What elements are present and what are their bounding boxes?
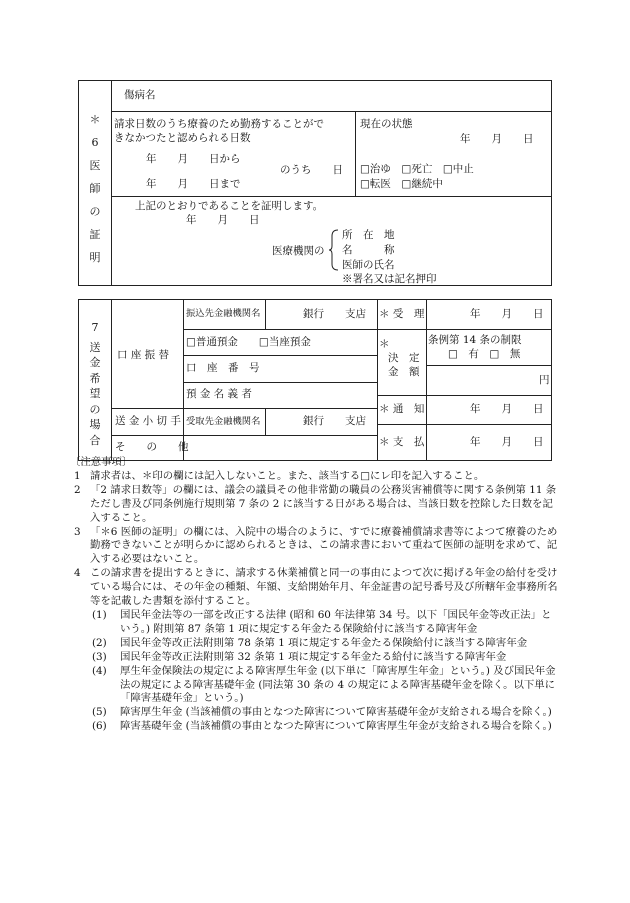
note-4-item-4: (4) 厚生年金保険法の規定による障害厚生年金 (以下単に「障害厚生年金」という。) 及び国民年金法の規定による障害基礎年金 (同法第 30 条の 4 の規定による障害基礎年金を除く。以下単に「障害基礎年金」という。) [92,664,556,705]
payment-label: ＊ 支 払 [379,436,425,448]
certify-date[interactable]: 年 月 日 [186,214,260,226]
article14-label: 条例第 14 条の制限 [428,334,522,346]
note-4-item-1: (1) 国民年金法等の一部を改正する法律 (昭和 60 年法律第 34 号。以下「国民年金等改正法」という。) 附則第 87 条第 1 項に規定する年金たる保険給付に該当する障害年金 [92,608,552,635]
received-divider [377,329,552,330]
doctor-name-label: 医師の氏名 [342,259,395,271]
injury-row-divider [111,111,552,112]
money-order-label: 送 金 小 切 手 [115,415,181,427]
status-options-row1[interactable]: □治ゆ □死亡 □中止 [360,163,474,175]
days-label-line2: きなかつたと認められる日数 [114,132,251,144]
account-number-label: 口 座 番 号 [186,362,260,374]
decision-divider [377,395,552,396]
bank-branch[interactable]: 銀行 支店 [303,308,366,320]
bank-name-label: 振込先金融機関名 [186,308,261,319]
name-label: 名 称 [342,244,395,256]
account-type-divider [183,355,377,356]
institution-brace-icon [328,229,340,271]
recipient-name-divider [265,408,266,435]
bank-transfer-label: 口 座 振 替 [117,349,170,361]
account-number-divider [183,382,377,383]
institution-label: 医療機関の [272,245,325,257]
notes-section [70,456,558,734]
received-label: ＊ 受 理 [379,308,425,320]
section7-divider [111,299,112,461]
bank-row-divider [183,329,377,330]
account-type-options[interactable]: □普通預金 □当座預金 [186,336,311,348]
office-divider [377,299,378,461]
article14-divider [426,365,552,366]
note-4: 4 この請求書を提出するときに、請求する休業補償と同一の事由によつて次に掲げる年金の給付を受けている場合には、その年金の種類、年額、支給開始年月、年金証書の記号番号及び所轄年金事務所名等を記載した書類を添付すること。 [74,567,558,608]
notice-divider [377,424,552,425]
status-divider [355,111,356,196]
office-label-divider [426,299,427,461]
transfer-divider [111,408,377,409]
account-holder-label: 預 金 名 義 者 [186,388,252,400]
method-divider [183,299,184,461]
certify-text: 上記のとおりであることを証明します。 [135,200,324,212]
decision-label-2: 金 額 [388,366,420,378]
notice-date[interactable]: 年 月 日 [470,403,544,415]
note-4-item-2: (2) 国民年金等改正法附則第 78 条第 1 項に規定する年金たる保険給付に該当する障害年金 [92,636,528,649]
decision-label-1: 決 定 [388,352,420,364]
days-row-divider [111,196,552,197]
until-date[interactable]: 年 月 日まで [146,178,241,190]
from-date[interactable]: 年 月 日から [146,153,241,165]
recipient-bank-label: 受取先金融機関名 [186,416,261,427]
note-2: 2 「2 請求日数等」の欄には、議会の議員その他非常勤の職員の公務災害補償等に関する条例第 11 条ただし書及び同条例施行規則第 7 条の 2 に該当する日がある場合は、当該日数を控除した日数を記入すること。 [74,483,557,524]
status-date[interactable]: 年 月 日 [460,133,534,145]
section7-label: 7 送 金 希 望 の 場 合 [89,321,101,447]
note-4-item-6: (6) 障害基礎年金 (当該補償の事由となつた障害について障害厚生年金が支給される場合を除く。) [92,720,552,733]
status-options-row2[interactable]: □転医 □継続中 [360,178,443,190]
received-date[interactable]: 年 月 日 [470,308,544,320]
decision-star: ＊ [379,338,390,350]
of-which-days[interactable]: のうち 日 [280,164,343,176]
address-label: 所 在 地 [342,229,395,241]
note-1: 1 請求者は、＊印の欄には記入しないこと。また、該当する□にレ印を記入すること。 [74,469,485,482]
notes-heading: 〔注意事項〕 [70,456,133,468]
note-3: 3 「＊6 医師の証明」の欄には、入院中の場合のように、すでに療養補償請求書等によつて療養のため勤務できないことが明らかに認められるときは、この請求書において重ねて医師の証明を求めて、記入する必要はないこと。 [74,525,558,566]
days-label-line1: 請求日数のうち療養のため勤務することがで [114,118,324,130]
recipient-branch[interactable]: 銀行 支店 [303,415,366,427]
other-label: そ の 他 [115,441,189,453]
injury-name-label: 傷病名 [124,89,156,101]
bank-name-divider [265,299,266,329]
signature-note: ※署名又は記名押印 [342,273,437,285]
note-4-item-5: (5) 障害厚生年金 (当該補償の事由となつた障害について障害基礎年金が支給される場合を除く。) [92,706,552,719]
payment-date[interactable]: 年 月 日 [470,436,544,448]
article14-options[interactable]: □ 有 □ 無 [448,348,521,360]
yen-unit: 円 [539,374,550,386]
note-4-item-3: (3) 国民年金等改正法附則第 32 条第 1 項に規定する年金たる給付に該当する障害年金 [92,650,507,663]
money-order-divider [111,435,377,436]
notice-label: ＊ 通 知 [379,403,425,415]
section6-label: ＊ 6 医 師 の 証 明 [89,113,101,264]
status-label: 現在の状態 [360,118,413,130]
